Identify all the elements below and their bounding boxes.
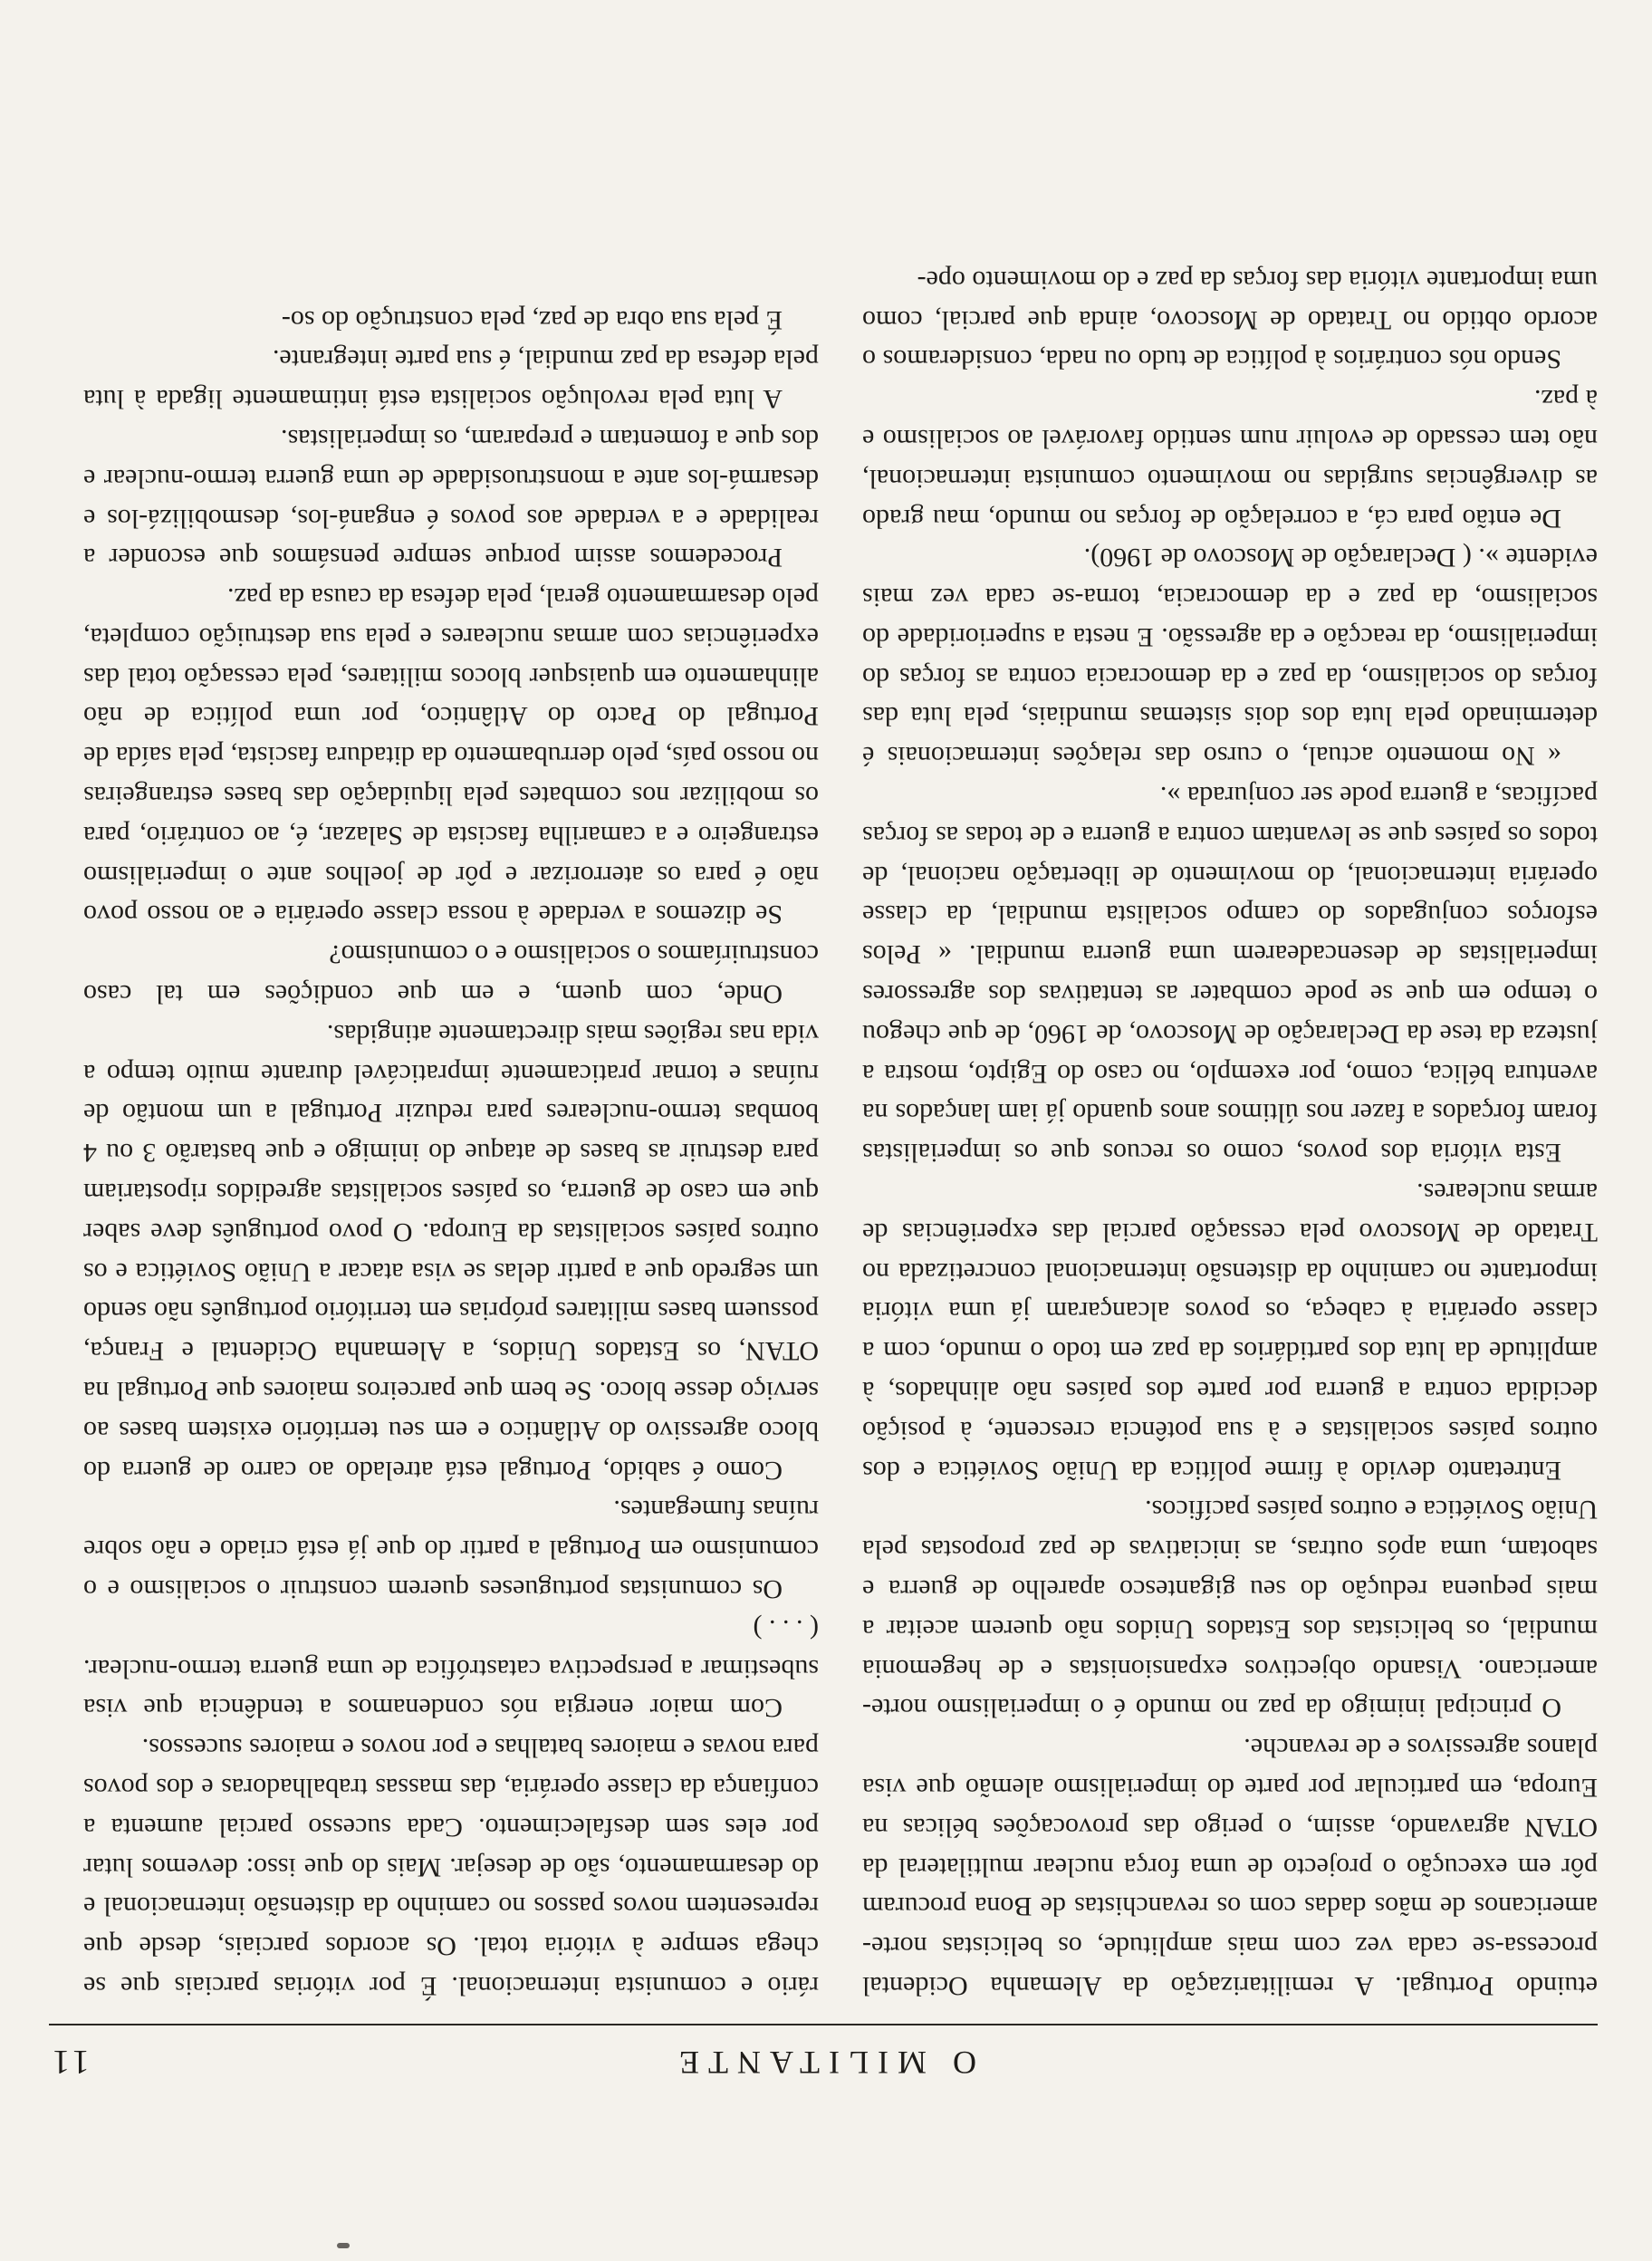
left-column — [862, 40, 1598, 2006]
publication-title: O MILITANTE — [669, 2045, 977, 2081]
right-column — [83, 40, 819, 2006]
paragraph: rário e comunista internacional. É por vitórias parciais que se chega sempre à vitória total. Os acordos parciais, desde que representem novos passos no caminho da distensão internacional e do desarmamento, são de desejar. Mais do que isso: devemos lutar por eles sem desfalecimento. Cada sucesso parcial aumenta a confiança da classe operária, das massas trabalhadoras e dos povos para novas e maiores batalhas e por novos e maiores sucessos. — [83, 1733, 819, 2001]
page-header — [49, 2033, 1598, 2087]
paragraph: Entretanto devido à firme política da União Soviética e dos outros países socialistas e à sua potência crescente, à posição decidida contra a guerra por parte dos países não alinhados, à amplitude da luta dos partidários da paz em todo o mundo, com a classe operária à cabeça, os povos alcançaram já uma vitória importante no caminho da distensão internacional concretizada no Tratado de Moscovo pela cessação parcial das experiências de armas nucleares. — [862, 1178, 1598, 1486]
paragraph: Os comunistas portugueses querem construir o socialismo e o comunismo em Portugal a partir do que já está criado e não sobre ruínas fumegantes. — [83, 1495, 819, 1605]
paragraph: Onde, com quem, e em que condições em tal caso construiríamos o socialismo e o comunismo? — [83, 939, 819, 1010]
paragraph: « No momento actual, o curso das relações internacionais é determinado pela luta dos dois sistemas mundiais, pela luta das forças do socialismo, da paz e da democracia contra as forças do imperialismo, da reacção e da agressão. E nesta a superioridade do socialismo, da paz e da democracia, torna-se cada vez mais evidente ». ( Declaração de Moscovo de 1960). — [862, 543, 1598, 772]
paragraph: O principal inimigo da paz no mundo é o imperialismo norte-americano. Visando objectivos expansionistas e de hegemonia mundial, os belicistas dos Estados Unidos não querem aceitar a mais pequena redução do seu gigantesco aparelho de guerra e sabotam, uma após outras, as iniciativas de paz propostas pela União Soviética e outros países pacíficos. — [862, 1495, 1598, 1724]
page-number: 11 — [49, 2043, 90, 2081]
paragraph: Se dizemos a verdade à nossa classe operária e ao nosso povo não é para os aterrorizar e pôr de joelhos ante o imperialismo estrangeiro e a camarilha fascista de Salazar, é, ao contrário, para os mobilizar nos combates pela liquidação das bases estrangeiras no nosso país, pelo derrubamento da ditadura fascista, pela saída de Portugal do Pacto do Atlântico, por uma política de não alinhamento em quaisquer blocos militares, pela cessação total das experiências com armas nucleares e pela sua destruição completa, pelo desarmamento geral, pela defesa da causa da paz. — [83, 582, 819, 930]
paragraph: Esta vitória dos povos, como os recuos que os imperialistas foram forçados a fazer nos últimos anos quando já iam lançados na aventura bélica, como, por exemplo, no caso do Egipto, mostra a justeza da tese da Declaração de Moscovo, de 1960, de que chegou o tempo em que se pode combater as tentativas dos agressores imperialistas de desencadearem uma guerra mundial. « Pelos esforços conjugados do campo socialista mundial, da classe operária internacional, do movimento de libertação nacional, de todos os países que se levantam contra a guerra e de todas as forças pacíficas, a guerra pode ser conjurada ». — [862, 781, 1598, 1169]
paragraph: etuindo Portugal. A remilitarização da Alemanha Ocidental processa-se cada vez com mais amplitude, os belicistas norte-americanos de mãos dadas com os revanchistas de Bona procuram pôr em execução o projecto de uma força nuclear multilateral da OTAN agravando, assim, o perigo das provocações bélicas na Europa, em particular por parte do imperialismo alemão que visa planos agressivos e de revanche. — [862, 1733, 1598, 2001]
paragraph: Como é sabido, Portugal está atrelado ao carro de guerra do bloco agressivo do Atlântico e em seu território existem bases ao serviço desse bloco. Se bem que parceiros maiores que Portugal na OTAN, os Estados Unidos, a Alemanha Ocidental e França, possuem bases militares próprias em território português não sendo um segredo que a partir delas se visa atacar a União Soviética e os outros países socialistas da Europa. O povo português deve saber que em caso de guerra, os países socialistas agredidos ripostariam para destruir as bases de ataque do inimigo e que bastarão 3 ou 4 bombas termo-nucleares para reduzir Portugal a um montão de ruínas e tornar praticamente impraticável durante muito tempo a vida nas regiões mais directamente atingidas. — [83, 1018, 819, 1486]
paragraph: Procedemos assim porque sempre pensámos que esconder a realidade e a verdade aos povos é enganá-los, desmobilizá-los e desarmá-los ante a monstruosidade de uma guerra termo-nuclear e dos que a fomentam e preparam, os imperialistas. — [83, 423, 819, 573]
paragraph: A luta pela revolução socialista está intimamente ligada à luta pela defesa da paz mundial, é sua parte integrante. — [83, 344, 819, 415]
ink-speck — [337, 2243, 350, 2248]
paragraph: De então para cá, a correlação de forças no mundo, mau grado as divergências surgidas no movimento comunista internacional, não tem cessado de evoluir num sentido favorável ao socialismo e à paz. — [862, 384, 1598, 534]
paragraph: É pela sua obra de paz, pela construção do so- — [281, 304, 783, 335]
header-rule — [49, 2024, 1598, 2025]
paragraph: Sendo nós contrários à política de tudo ou nada, consideramos o acordo obtido no Tratado de Moscovo, ainda que parcial, como uma importante vitória das forças da paz e do movimento ope- — [862, 265, 1598, 375]
paragraph: Com maior energia nós condenamos a tendência que visa subestimar a perspectiva catastrófica de uma guerra termo-nuclear. ( . . . ) — [83, 1613, 819, 1724]
